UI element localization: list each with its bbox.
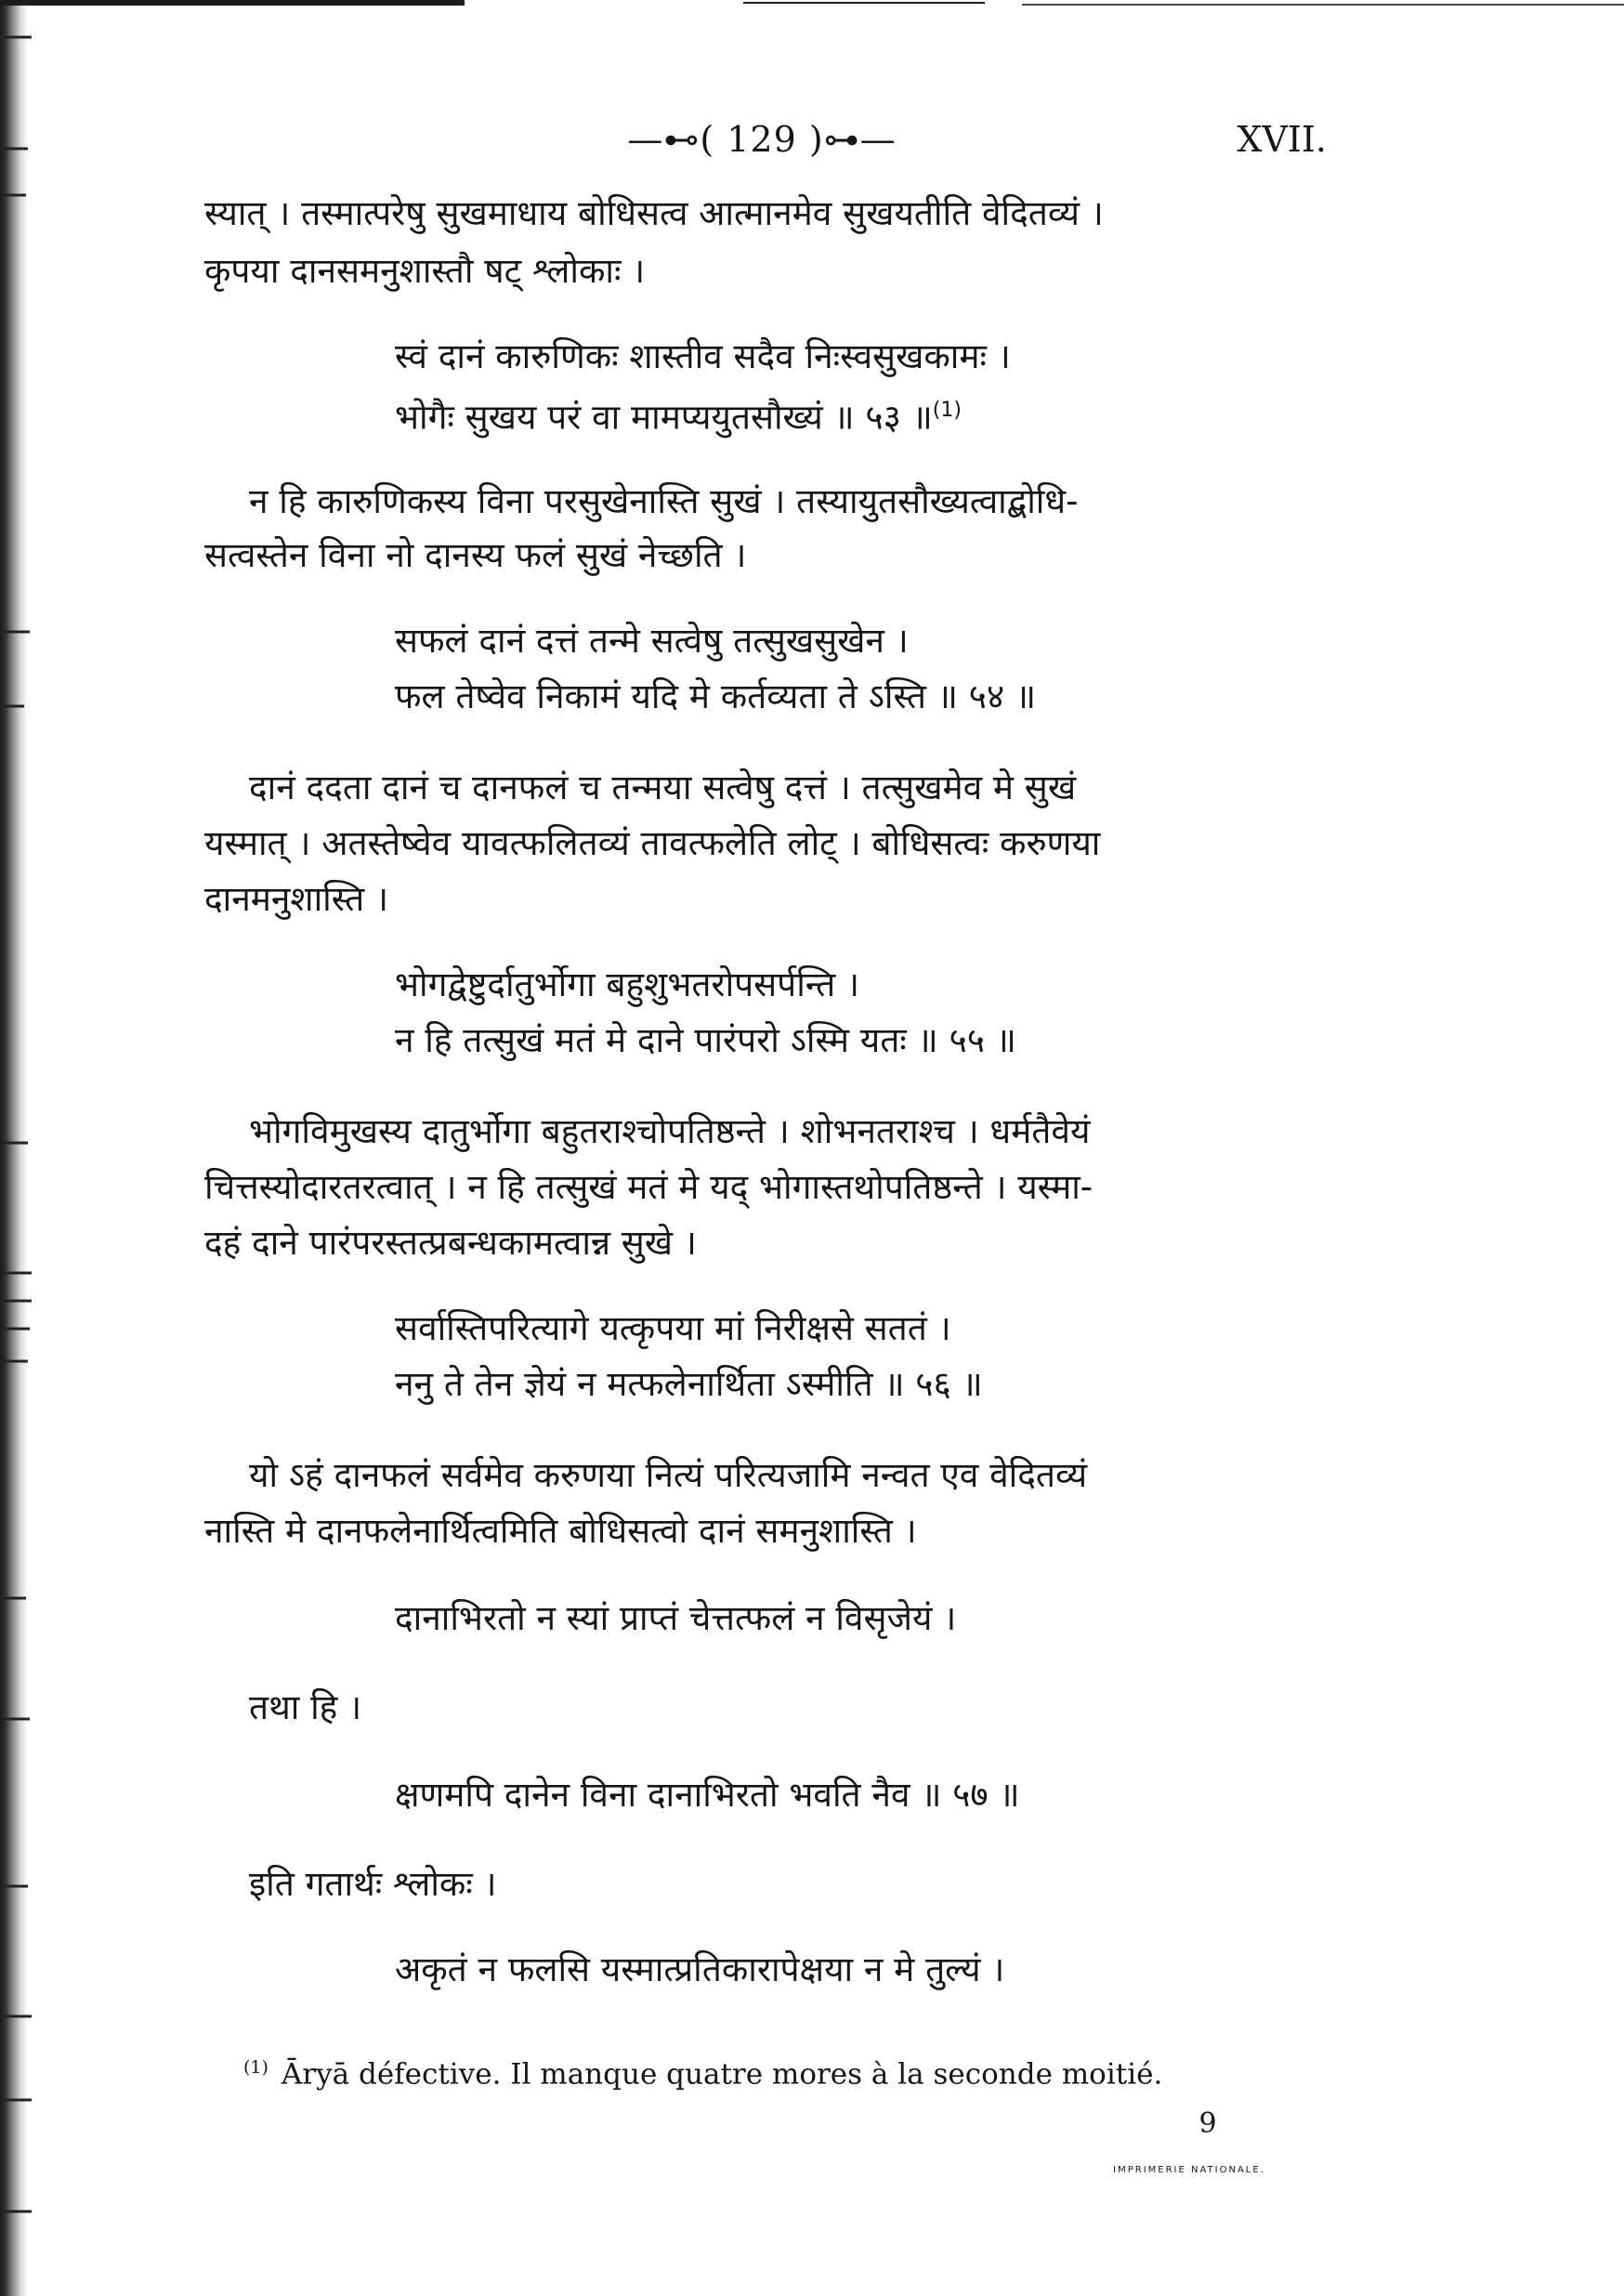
- prose-line: [249, 1448, 1329, 1503]
- footnote-reference: (1): [932, 399, 962, 422]
- line-text: भोगविमुखस्य दातुर्भोगा बहुतराश्चोपतिष्ठन्ते । शोभनतराश्च । धर्मतैवेयं: [249, 1111, 1091, 1151]
- line-text: कृपया दानसमनुशास्तौ षट् श्लोकाः ।: [204, 251, 646, 291]
- footnote-text: Āryā défective. Il manque quatre mores à la seconde moitié.: [281, 2057, 1163, 2092]
- prose-line: [249, 760, 1329, 816]
- line-text: सत्वस्तेन विना नो दानस्य फलं सुखं नेच्छति ।: [204, 535, 747, 575]
- line-text: सफलं दानं दत्तं तन्मे सत्वेषु तत्सुखसुखेन ।: [395, 621, 909, 661]
- verse-line: [395, 1591, 1329, 1647]
- prose-line: [204, 816, 1329, 872]
- prose-line: [204, 528, 1329, 584]
- signature-number: 9: [1198, 2107, 1217, 2140]
- verse-line: [395, 669, 1329, 725]
- printer-imprint: IMPRIMERIE NATIONALE.: [1113, 2165, 1265, 2175]
- line-text: दानमनुशास्ति ।: [204, 879, 389, 919]
- line-text: यस्मात् । अतस्तेष्वेव यावत्फलितव्यं तावत्फलेति लोट् । बोधिसत्वः करुणया: [204, 823, 1101, 863]
- line-text: स्वं दानं कारुणिकः शास्तीव सदैव निःस्वसुखकामः ।: [395, 336, 1011, 376]
- verse-line: [395, 613, 1329, 669]
- line-text: नास्ति मे दानफलेनार्थित्वमिति बोधिसत्वो दानं समनुशास्ति ।: [204, 1511, 917, 1551]
- prose-line: [249, 1104, 1329, 1160]
- line-text: इति गतार्थः श्लोकः ।: [249, 1864, 497, 1904]
- verse-line: [395, 1767, 1329, 1823]
- line-text: सर्वास्तिपरित्यागे यत्कृपया मां निरीक्षसे सततं ।: [395, 1308, 951, 1348]
- prose-line: [204, 872, 1329, 927]
- verse-line: [395, 1301, 1329, 1357]
- line-text: भोगद्वेष्टुर्दातुर्भोगा बहुशुभतरोपसर्पन्ति ।: [395, 964, 860, 1004]
- prose-line: [204, 1215, 1329, 1271]
- verse-line: [395, 383, 1329, 439]
- scan-edge-marks: [0, 0, 37, 2296]
- line-text: दहं दाने पारंपरस्तत्प्रबन्धकामत्वान्न सुखे ।: [204, 1223, 697, 1263]
- verse-line: [395, 1013, 1329, 1069]
- page-number: —⊷( 129 )⊶—: [627, 119, 897, 160]
- line-text: फल तेष्वेव निकामं यदि मे कर्तव्यता ते ऽस्ति ॥ ५४ ॥: [395, 676, 1037, 716]
- prose-line: [249, 474, 1329, 530]
- prose-line: [204, 243, 1329, 299]
- line-text: यो ऽहं दानफलं सर्वमेव करुणया नित्यं परित्यजामि नन्वत एव वेदितव्यं: [249, 1455, 1088, 1495]
- line-text: दानाभिरतो न स्यां प्राप्तं चेत्तत्फलं न विसृजेयं ।: [395, 1598, 957, 1638]
- prose-line: [204, 1160, 1329, 1215]
- line-text: न हि कारुणिकस्य विना परसुखेनास्ति सुखं । तस्यायुतसौख्यत्वाद्बोधि-: [249, 481, 1079, 521]
- page-header: [0, 119, 1624, 165]
- verse-line: [395, 957, 1329, 1013]
- footnote-marker: (1): [243, 2057, 268, 2078]
- top-edge-rule: [1022, 4, 1624, 6]
- line-text: न हि तत्सुखं मतं मे दाने पारंपरो ऽस्मि यतः ॥ ५५ ॥: [395, 1020, 1016, 1060]
- prose-line: [204, 1503, 1329, 1559]
- verse-line: [395, 1357, 1329, 1412]
- prose-line: [204, 186, 1329, 242]
- prose-line: [249, 1680, 1329, 1736]
- verse-line: [395, 1942, 1329, 1998]
- line-text: क्षणमपि दानेन विना दानाभिरतो भवति नैव ॥ ५७ ॥: [395, 1775, 1020, 1815]
- top-edge-rule: [0, 0, 465, 6]
- prose-line: [249, 1856, 1329, 1912]
- footnote: [243, 2044, 1321, 2097]
- line-text: ननु ते तेन ज्ञेयं न मत्फलेनार्थिता ऽस्मीति ॥ ५६ ॥: [395, 1364, 983, 1404]
- top-edge-rule: [743, 2, 985, 4]
- line-text: तथा हि ।: [249, 1687, 362, 1727]
- section-number: XVII.: [1237, 119, 1327, 160]
- line-text: चित्तस्योदारतरत्वात् । न हि तत्सुखं मतं मे यद् भोगास्तथोपतिष्ठन्ते । यस्मा-: [204, 1167, 1094, 1207]
- verse-line: [395, 329, 1329, 385]
- line-text: दानं ददता दानं च दानफलं च तन्मया सत्वेषु दत्तं । तत्सुखमेव मे सुखं: [249, 768, 1077, 807]
- line-text: अकृतं न फलसि यस्मात्प्रतिकारापेक्षया न मे तुल्यं ।: [395, 1949, 1005, 1989]
- line-text: भोगैः सुखय परं वा मामप्ययुतसौख्यं ॥ ५३ ॥: [395, 397, 933, 438]
- line-text: स्यात् । तस्मात्परेषु सुखमाधाय बोधिसत्व आत्मानमेव सुखयतीति वेदितव्यं ।: [204, 193, 1104, 233]
